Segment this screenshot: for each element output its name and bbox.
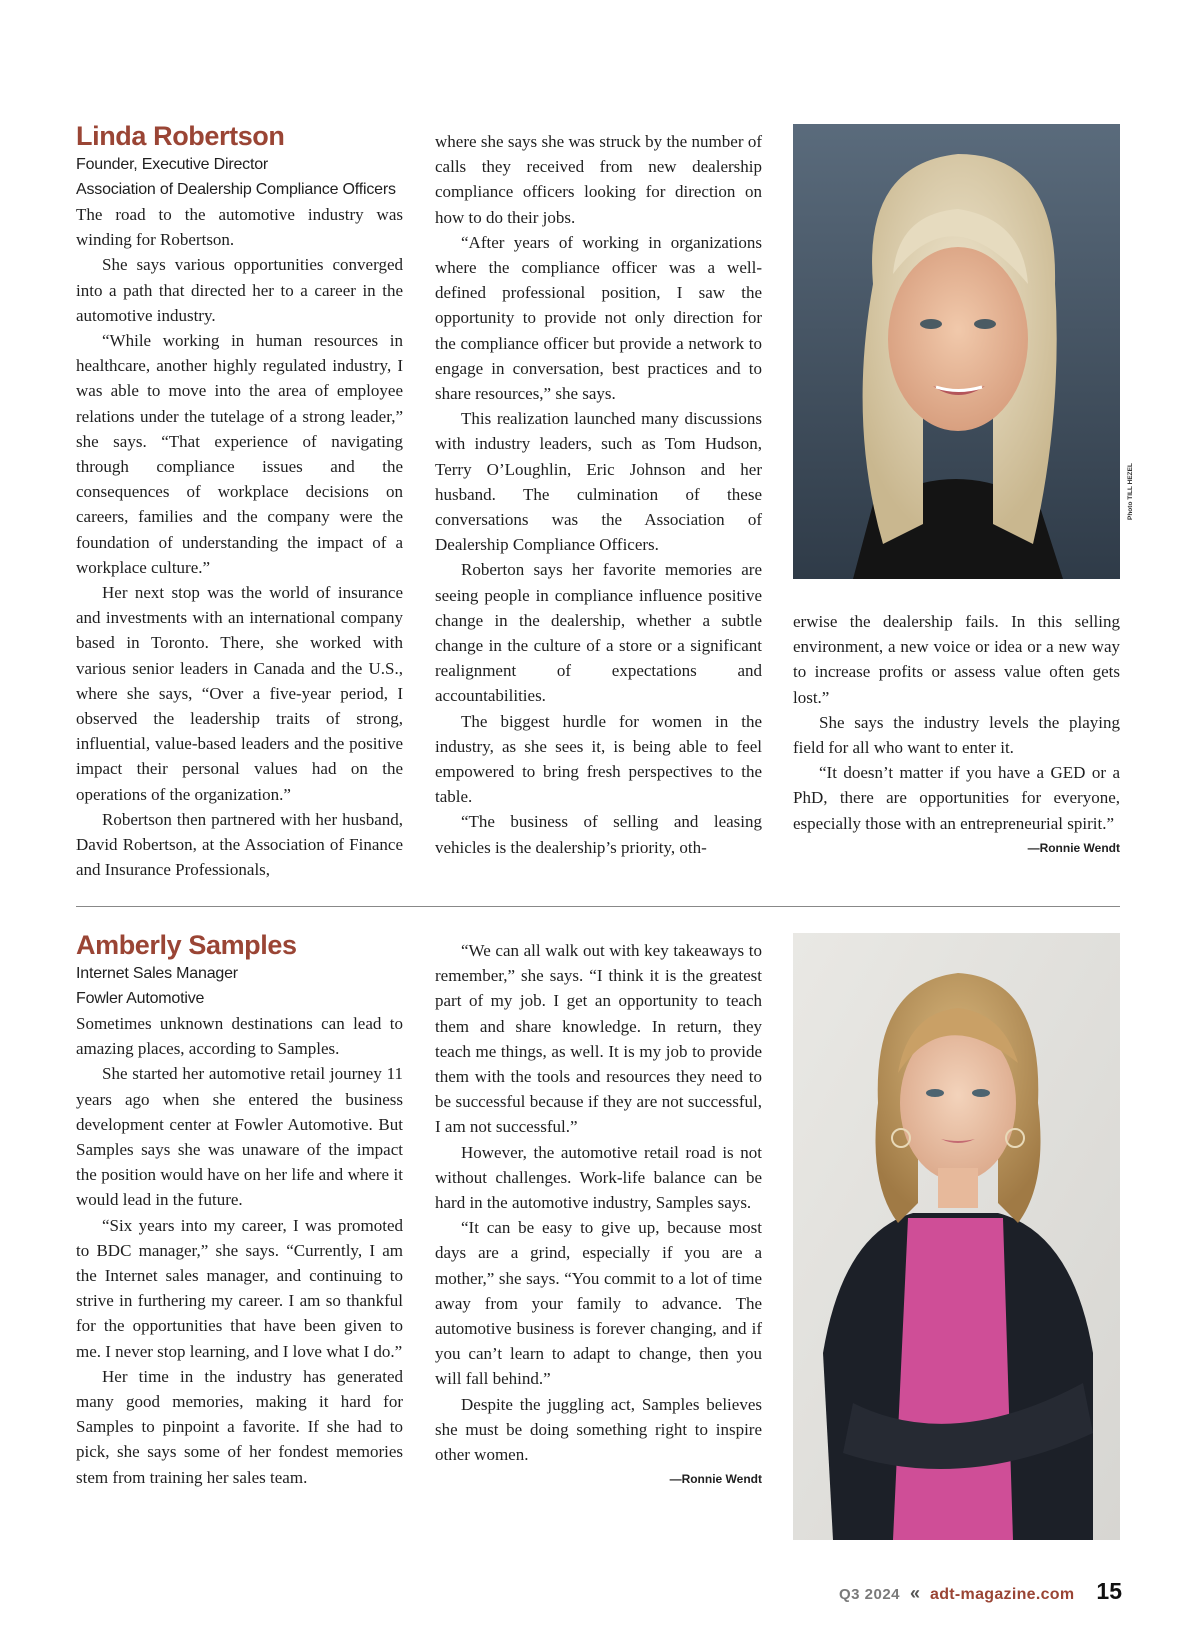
- profile1-name: Linda Robertson: [76, 121, 285, 151]
- profile1-column-2: [435, 129, 762, 860]
- profile2-title: Internet Sales Manager: [76, 965, 238, 982]
- body-paragraph: She started her automotive retail journey 11 years ago when she entered the business development center at Fowler Automotive. But Samples says she was unaware of the impact the position would have on her life and where it would lead in the future.: [76, 1064, 403, 1210]
- body-paragraph: where she says she was struck by the number of calls they received from new dealership compliance officers looking for direction on how to do their jobs.: [435, 132, 762, 227]
- page-footer: [839, 1578, 1122, 1605]
- body-paragraph: “After years of working in organizations where the compliance officer was a well-defined professional position, I saw the opportunity to provide not only direction for the compliance officer but provide a network to engage in conversation, best practices and to share resources,” she says.: [435, 232, 762, 404]
- profile1-organization: Association of Dealership Compliance Officers: [76, 181, 396, 198]
- body-paragraph: erwise the dealership fails. In this selling environment, a new voice or idea or a new way to increase profits or assess value often gets lost.”: [793, 612, 1120, 707]
- body-paragraph: “Six years into my career, I was promoted to BDC manager,” she says. “Currently, I am the Internet sales manager, and continuing to strive in furthering my career. I am so thankful for the opportunities that have been given to me. I never stop learning, and I love what I do.”: [76, 1215, 403, 1361]
- website-link[interactable]: adt-magazine.com: [930, 1586, 1075, 1603]
- body-paragraph: “While working in human resources in healthcare, another highly regulated industry, I was able to move into the area of employee relations under the tutelage of a strong leader,” she says. “That experience of navigating through compliance issues and the consequences of workplace decisions on careers, families and the company were the foundation of understanding the impact of a workplace culture.”: [76, 331, 403, 577]
- body-paragraph: “It can be easy to give up, because most days are a grind, especially if you are a mother,” she says. “You commit to a lot of time away from your family to advance. The automotive business is forever changing, and if you can’t learn to adapt to change, then you will fall behind.”: [435, 1218, 762, 1389]
- profile1-column-1: [76, 120, 403, 882]
- byline: —Ronnie Wendt: [1027, 840, 1120, 855]
- body-paragraph: “It doesn’t matter if you have a GED or a PhD, there are opportunities for everyone, especially those with an entrepreneurial spirit.”: [793, 763, 1120, 833]
- profile2-organization: Fowler Automotive: [76, 990, 205, 1007]
- body-paragraph: The biggest hurdle for women in the industry, as she sees it, is being able to feel empowered to bring fresh perspectives to the table.: [435, 711, 762, 807]
- body-paragraph: The road to the automotive industry was winding for Robertson.: [76, 205, 403, 250]
- body-paragraph: “We can all walk out with key takeaways to remember,” she says. “I think it is the greatest part of my job. I get an opportunity to teach them and share knowledge. In return, they teach me things, as well. It is my job to provide them with the tools and resources they need to be successful because if they are not successful, I am not successful.”: [435, 941, 762, 1137]
- body-paragraph: “The business of selling and leasing vehicles is the dealership’s priority, oth-: [435, 812, 762, 857]
- byline: —Ronnie Wendt: [669, 1472, 762, 1487]
- page-number: 15: [1096, 1578, 1122, 1604]
- body-paragraph: She says various opportunities converged into a path that directed her to a career in the automotive industry.: [76, 255, 403, 325]
- body-paragraph: Sometimes unknown destinations can lead to amazing places, according to Samples.: [76, 1014, 403, 1059]
- guillemet-icon: «: [910, 1583, 921, 1603]
- body-paragraph: She says the industry levels the playing field for all who want to enter it.: [793, 712, 1120, 758]
- body-paragraph: This realization launched many discussions with industry leaders, such as Tom Hudson, Terry O’Loughlin, Eric Johnson and her husband. The culmination of these conversations was the Association of Dealership Compliance Officers.: [435, 409, 762, 555]
- linda-robertson-photo: [793, 124, 1120, 579]
- body-paragraph: Roberton says her favorite memories are seeing people in compliance influence positive change in the dealership, whether a subtle change in the culture of a store or a significant realignment of expectations and accountabilities.: [435, 560, 762, 706]
- profile1-title: Founder, Executive Director: [76, 156, 269, 173]
- body-paragraph: However, the automotive retail road is not without challenges. Work-life balance can be hard in the automotive industry, Samples says.: [435, 1142, 762, 1213]
- profile2-name: Amberly Samples: [76, 930, 297, 960]
- profile2-column-2: [435, 938, 762, 1489]
- body-paragraph: Her time in the industry has generated many good memories, making it hard for Samples to pinpoint a favorite. If she had to pick, she says some of her fondest memories stem from training her sales team.: [76, 1366, 403, 1487]
- body-paragraph: Her next stop was the world of insurance and investments with an international company based in Toronto. There, she worked with various senior leaders in Canada and the U.S., where she says, “Over a five-year period, I observed the leadership traits of strong, influential, value-based leaders and the positive impact their personal values had on the operations of the organization.”: [76, 583, 403, 804]
- issue-label: Q3 2024: [838, 1586, 900, 1603]
- photo-credit: Photo TILL HEZEL: [1127, 463, 1134, 520]
- profile1-column-3: [793, 609, 1120, 858]
- body-paragraph: Despite the juggling act, Samples believes she must be doing something right to inspire other women.: [435, 1394, 762, 1465]
- section-divider: [76, 906, 1120, 907]
- amberly-samples-photo: [793, 933, 1120, 1540]
- body-paragraph: Robertson then partnered with her husband, David Robertson, at the Association of Finance and Insurance Professionals,: [76, 809, 403, 880]
- profile2-column-1: [76, 929, 403, 1490]
